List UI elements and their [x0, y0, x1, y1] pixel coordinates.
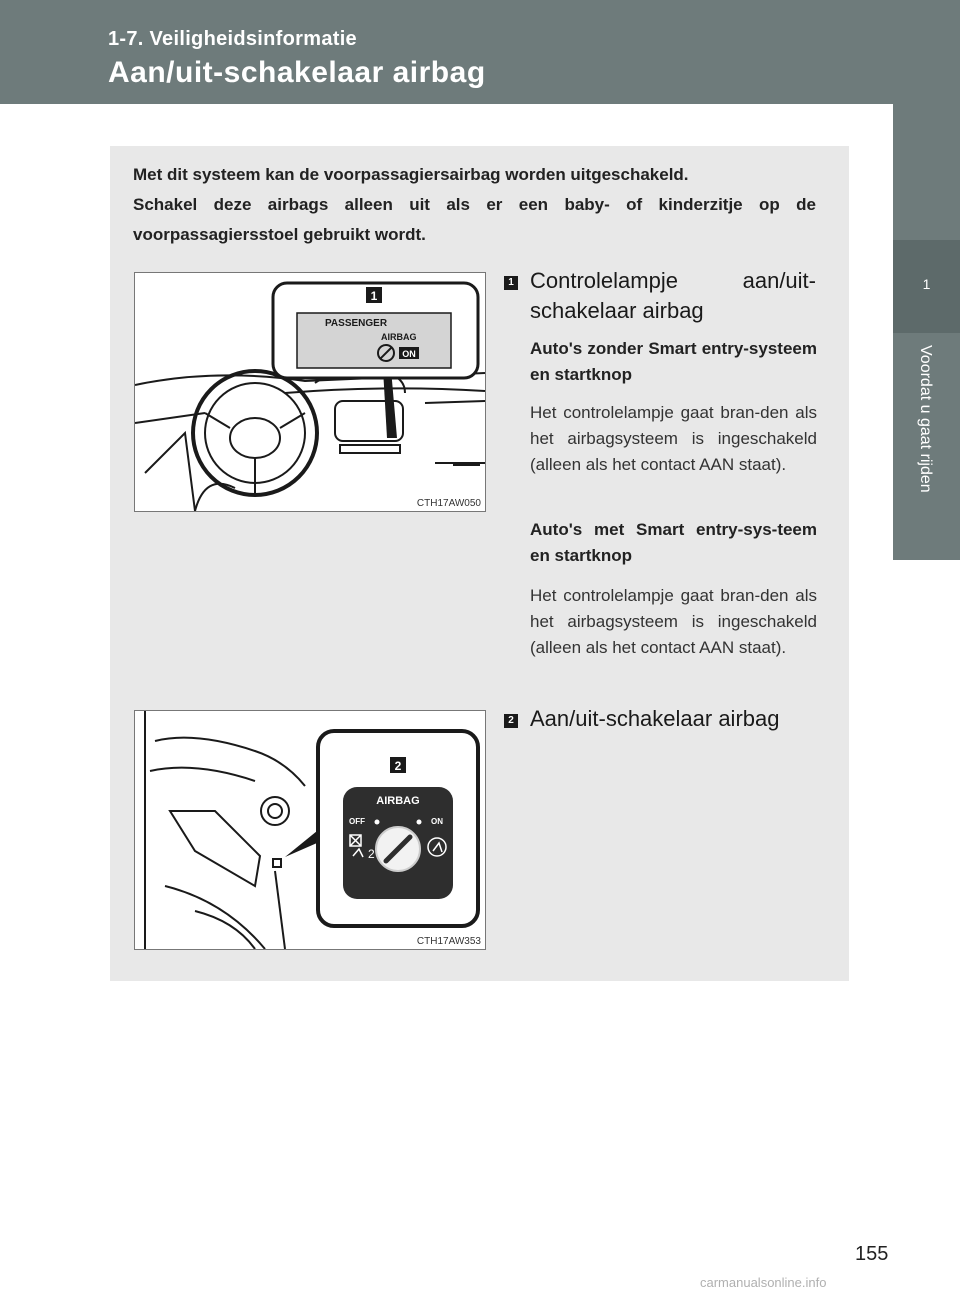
item-1-body-b: Het controlelampje gaat bran-den als het airbagsysteem is ingeschakeld (alleen als het contact AAN staat). [530, 586, 817, 657]
item-1-title: Controlelampje aan/uit-schakelaar airbag [530, 268, 816, 323]
item-1-badge: 1 [504, 276, 518, 290]
figure1-airbag-label: AIRBAG [381, 332, 417, 342]
item-1-subtitle-a: Auto's zonder Smart entry-systeem en startknop [530, 339, 817, 384]
figure-airbag-switch [134, 710, 486, 950]
intro-text [133, 160, 816, 250]
figure1-callout-number: 1 [370, 289, 378, 303]
item-2-badge: 2 [504, 714, 518, 728]
figure2-callout-number: 2 [394, 759, 402, 773]
figure1-passenger-label: PASSENGER [325, 318, 388, 329]
page-number: 155 [855, 1243, 889, 1265]
dashboard-illustration [135, 273, 485, 511]
page-title: Aan/uit-schakelaar airbag [108, 56, 486, 89]
figure1-code: CTH17AW050 [416, 498, 481, 509]
figure1-on-label: ON [402, 349, 416, 359]
figure2-on-label: ON [431, 817, 443, 826]
item-1-body-a: Het controlelampje gaat bran-den als het airbagsysteem is ingeschakeld (alleen als het contact AAN staat). [530, 403, 817, 474]
switch-location-marker-icon [273, 859, 281, 867]
figure-dashboard [134, 272, 486, 512]
airbag-switch-illustration [135, 711, 485, 949]
watermark: carmanualsonline.info [700, 1275, 827, 1290]
item-2-title: Aan/uit-schakelaar airbag [530, 706, 780, 731]
figure2-off-label: OFF [349, 817, 365, 826]
section-title: 1-7. Veiligheidsinformatie [108, 28, 357, 50]
figure2-2-label: 2 [368, 847, 375, 861]
intro-line-2: Schakel deze airbags alleen uit als er een baby- of kinderzitje op de voorpassagiersstoel gebruikt wordt. [133, 195, 816, 244]
side-tab-number: 1 [922, 276, 931, 292]
side-tab-label: Voordat u gaat rijden [917, 345, 934, 493]
item-1-subtitle-b: Auto's met Smart entry-sys-teem en startknop [530, 520, 817, 565]
figure2-code: CTH17AW353 [416, 936, 481, 947]
side-tab-top [893, 0, 960, 240]
figure2-airbag-label: AIRBAG [376, 795, 420, 807]
intro-line-1: Met dit systeem kan de voorpassagiersairbag worden uitgeschakeld. [133, 165, 689, 184]
